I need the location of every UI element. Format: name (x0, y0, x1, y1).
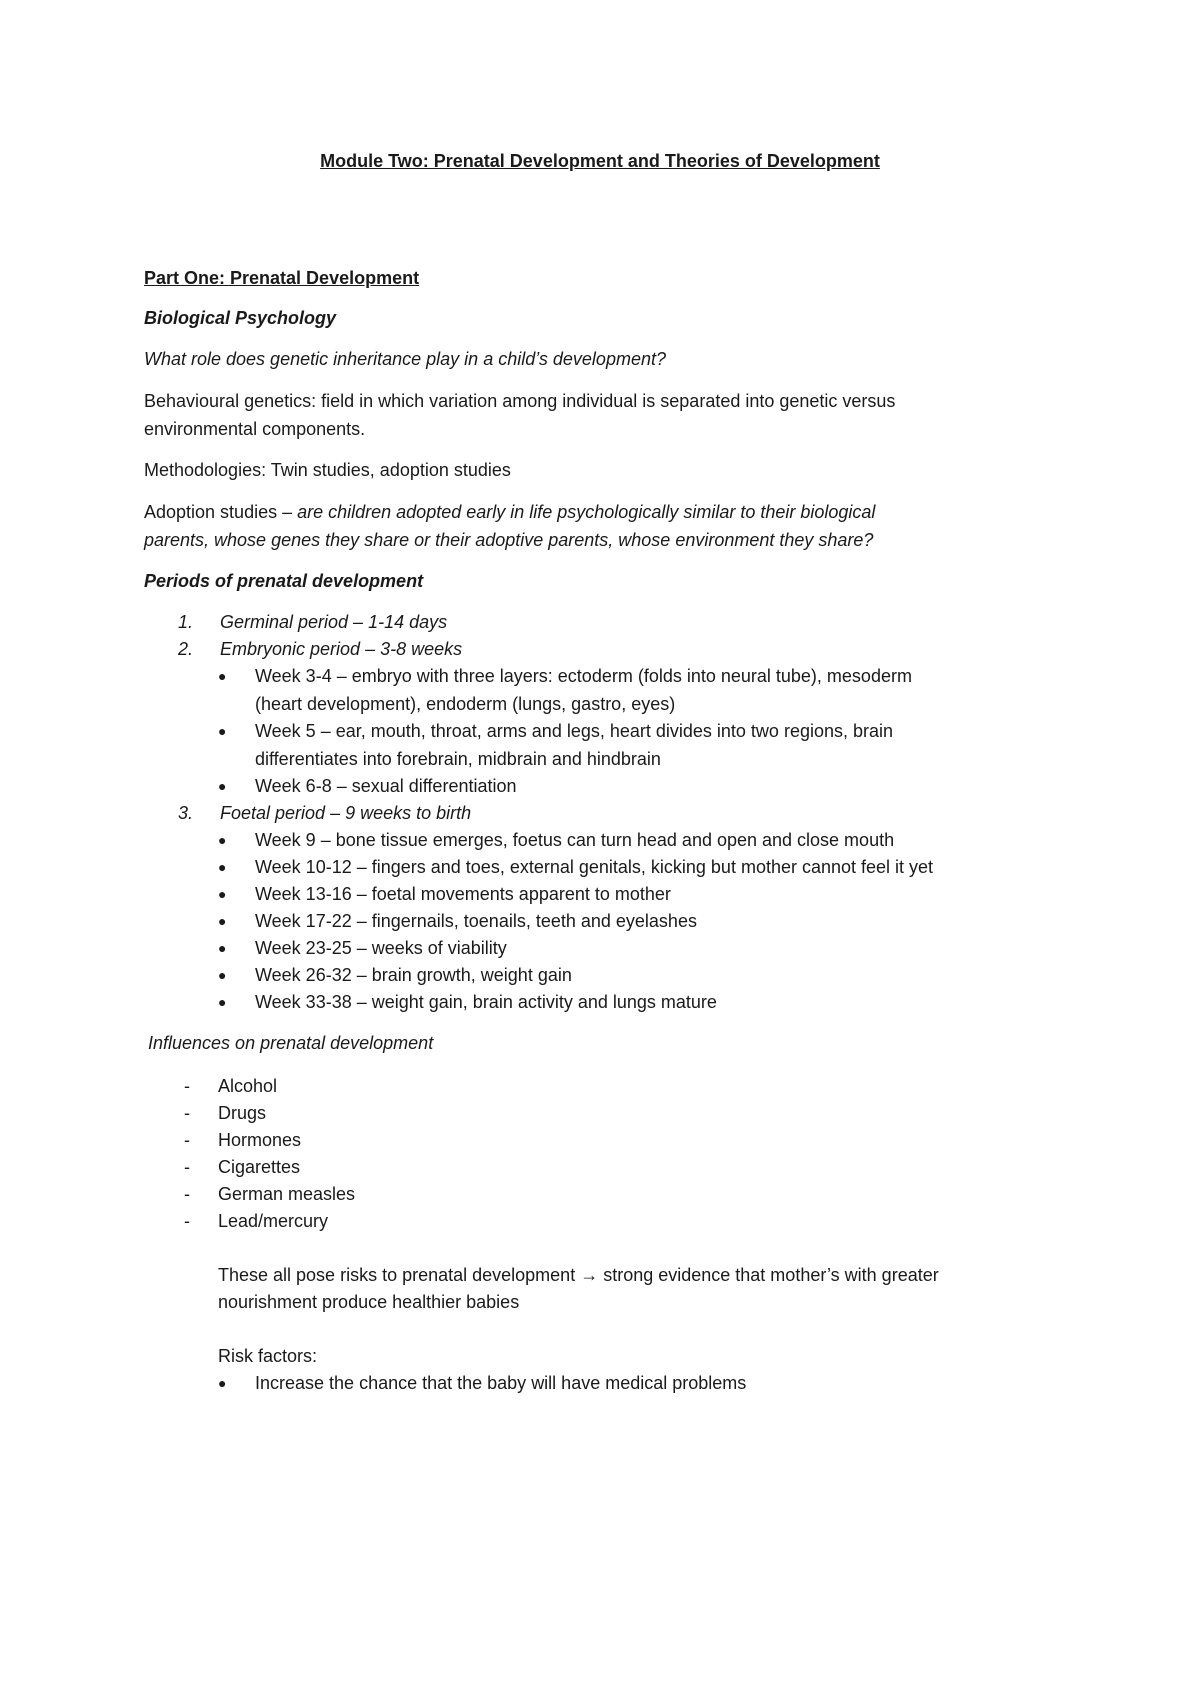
embryonic-bullet-cont: (heart development), endoderm (lungs, gastro, eyes) (255, 694, 676, 714)
bullet-icon: ● (218, 994, 227, 1010)
bio-psych-heading: Biological Psychology (144, 308, 337, 328)
foetal-bullet: Week 26-32 – brain growth, weight gain (255, 965, 572, 985)
influence-item: German measles (218, 1184, 356, 1204)
embryonic-bullet: Week 3-4 – embryo with three layers: ectoderm (folds into neural tube), mesoderm (255, 666, 912, 686)
foetal-bullet: Week 9 – bone tissue emerges, foetus can turn head and open and close mouth (255, 830, 895, 850)
influences-heading: Influences on prenatal development (148, 1033, 434, 1053)
dash-icon: - (184, 1130, 190, 1150)
risk-text-line1 (218, 1264, 939, 1286)
risk-text-line2: nourishment produce healthier babies (218, 1292, 520, 1312)
bullet-icon: ● (218, 886, 227, 902)
period-number: 2. (178, 639, 194, 659)
behav-gen-def1: field in which variation among individual is separated into genetic versus (316, 391, 896, 411)
foetal-bullet: Week 17-22 – fingernails, toenails, teeth and eyelashes (255, 911, 697, 931)
question-text: What role does genetic inheritance play in a child’s development? (144, 349, 666, 369)
bullet-icon: ● (218, 668, 227, 684)
part-one-heading: Part One: Prenatal Development (144, 268, 420, 288)
risk-text-a: These all pose risks to prenatal development (218, 1265, 581, 1285)
influence-item: Lead/mercury (218, 1211, 329, 1231)
dash-icon: - (184, 1103, 190, 1123)
embryonic-bullet: Week 5 – ear, mouth, throat, arms and legs, heart divides into two regions, brain (255, 721, 894, 741)
bullet-icon: ● (218, 967, 227, 983)
adoption-def1: – are children adopted early in life psychologically similar to their biological (277, 502, 876, 522)
bullet-icon: ● (218, 1375, 227, 1391)
dash-icon: - (184, 1184, 190, 1204)
methodologies-text: Methodologies: Twin studies, adoption studies (144, 460, 511, 480)
influence-item: Cigarettes (218, 1157, 301, 1177)
period-item: Embryonic period – 3-8 weeks (220, 639, 463, 659)
period-item: Foetal period – 9 weeks to birth (220, 803, 472, 823)
influence-item: Alcohol (218, 1076, 278, 1096)
bullet-icon: ● (218, 859, 227, 875)
bullet-icon: ● (218, 832, 227, 848)
bullet-icon: ● (218, 723, 227, 739)
foetal-bullet: Week 10-12 – fingers and toes, external genitals, kicking but mother cannot feel it yet (255, 857, 934, 877)
risk-factors-label: Risk factors: (218, 1346, 318, 1366)
period-number: 1. (178, 612, 194, 632)
embryonic-bullet: Week 6-8 – sexual differentiation (255, 776, 517, 796)
period-number: 3. (178, 803, 194, 823)
risk-bullet: Increase the chance that the baby will have medical problems (255, 1373, 747, 1393)
foetal-bullet: Week 33-38 – weight gain, brain activity and lungs mature (255, 992, 717, 1012)
bullet-icon: ● (218, 940, 227, 956)
period-item: Germinal period – 1-14 days (220, 612, 448, 632)
bullet-icon: ● (218, 778, 227, 794)
adoption-line1 (144, 501, 875, 523)
dash-icon: - (184, 1157, 190, 1177)
dash-icon: - (184, 1211, 190, 1231)
adoption-term: Adoption studies (144, 502, 278, 522)
dash-icon: - (184, 1076, 190, 1096)
behav-gen-term: Behavioural genetics: (144, 391, 317, 411)
risk-text-b: strong evidence that mother’s with greater (598, 1265, 939, 1285)
document-title: Module Two: Prenatal Development and Theories of Development (320, 151, 880, 171)
foetal-bullet: Week 23-25 – weeks of viability (255, 938, 507, 958)
influence-item: Hormones (218, 1130, 302, 1150)
embryonic-bullet-cont: differentiates into forebrain, midbrain and hindbrain (255, 749, 661, 769)
influence-item: Drugs (218, 1103, 267, 1123)
arrow-right-icon: → (580, 1265, 599, 1285)
behav-gen-line1 (144, 390, 895, 412)
adoption-line2: parents, whose genes they share or their adoptive parents, whose environment they share? (144, 530, 874, 550)
behav-gen-line2: environmental components. (144, 419, 366, 439)
periods-heading: Periods of prenatal development (144, 571, 424, 591)
foetal-bullet: Week 13-16 – foetal movements apparent to mother (255, 884, 671, 904)
bullet-icon: ● (218, 913, 227, 929)
